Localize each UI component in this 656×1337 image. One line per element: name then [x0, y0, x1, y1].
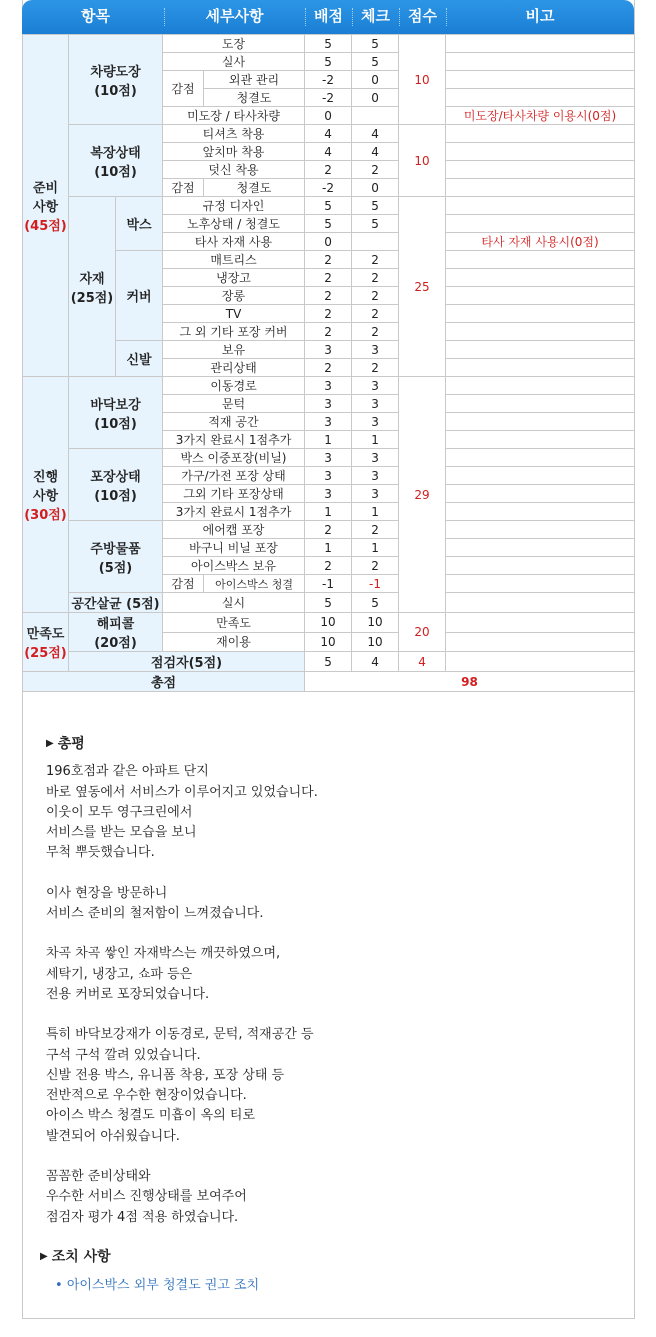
group-points: (10점): [94, 488, 137, 504]
detail-cell: 외관 관리: [204, 71, 305, 89]
table-row: [23, 125, 635, 143]
note-cell: [446, 251, 635, 269]
group-car: [69, 35, 163, 125]
header-item: 항목: [81, 7, 110, 25]
action-section: [40, 1246, 600, 1293]
category-points: (30점): [24, 508, 67, 523]
detail-cell: TV: [163, 305, 305, 323]
check-cell: 5: [352, 215, 399, 233]
check-cell: 2: [352, 359, 399, 377]
max-cell: 4: [305, 143, 352, 161]
review-line: 서비스 준비의 철저함이 느껴졌습니다.: [46, 906, 264, 922]
group-uniform: [69, 125, 163, 197]
review-paragraph: [46, 884, 606, 925]
check-cell: 10: [352, 613, 399, 633]
detail-cell: 티셔츠 착용: [163, 125, 305, 143]
check-cell: 3: [352, 467, 399, 485]
group-material: [69, 197, 116, 377]
note-cell: [446, 395, 635, 413]
note-cell: [446, 197, 635, 215]
note-cell: [446, 35, 635, 53]
review-paragraph: [46, 1167, 606, 1228]
note-cell: [446, 305, 635, 323]
max-cell: 2: [305, 305, 352, 323]
check-cell: [352, 233, 399, 251]
detail-cell: 3가지 완료시 1점추가: [163, 503, 305, 521]
group-title: 자재: [79, 271, 105, 287]
note-cell: [446, 269, 635, 287]
review-line: 우수한 서비스 진행상태를 보여주어: [46, 1189, 247, 1205]
detail-cell: 박스 이중포장(비닐): [163, 449, 305, 467]
group-points: (25점): [70, 290, 114, 306]
detail-cell: 만족도: [163, 613, 305, 633]
note-cell: [446, 467, 635, 485]
score-cell: 29: [399, 377, 446, 613]
review-line: 발견되어 아쉬웠습니다.: [46, 1128, 180, 1144]
note-cell: [446, 503, 635, 521]
note-cell: [446, 431, 635, 449]
deduct-label: 감점: [163, 575, 204, 593]
group-points: (10점): [94, 83, 137, 99]
note-cell: [446, 341, 635, 359]
review-heading: [46, 734, 606, 754]
detail-cell: 청결도: [204, 179, 305, 197]
table-row: [23, 35, 635, 53]
evaluation-table: [22, 34, 635, 692]
triangle-bullet-icon: ▶: [46, 738, 54, 749]
review-line: 서비스를 받는 모습을 보니: [46, 825, 197, 841]
max-cell: 1: [305, 539, 352, 557]
check-cell: 3: [352, 449, 399, 467]
category-prep: [23, 35, 69, 377]
review-line: 이웃이 모두 영구크린에서: [46, 804, 193, 820]
review-paragraph: [46, 1025, 606, 1147]
max-cell: -1: [305, 575, 352, 593]
score-cell: 20: [399, 613, 446, 652]
detail-cell: 타사 자재 사용: [163, 233, 305, 251]
review-line: 구석 구석 깔려 있었습니다.: [46, 1047, 201, 1063]
check-cell: 0: [352, 89, 399, 107]
max-cell: 10: [305, 632, 352, 652]
detail-cell: 실사: [163, 53, 305, 71]
check-cell: 1: [352, 539, 399, 557]
note-cell: [446, 287, 635, 305]
check-cell: 4: [352, 652, 399, 672]
check-cell: 10: [352, 632, 399, 652]
group-happycall: [69, 613, 163, 652]
subgroup-box: 박스: [116, 197, 163, 251]
group-sterilize: 공간살균 (5점): [69, 593, 163, 613]
inspector-label: 점검자(5점): [69, 652, 305, 672]
note-cell: 타사 자재 사용시(0점): [446, 233, 635, 251]
table-row: [23, 521, 635, 539]
check-cell: -1: [352, 575, 399, 593]
note-cell: [446, 557, 635, 575]
table-row: [23, 197, 635, 215]
check-cell: 0: [352, 71, 399, 89]
check-cell: 5: [352, 593, 399, 613]
deduct-label: 감점: [163, 71, 204, 107]
review-line: 전반적으로 우수한 현장이었습니다.: [46, 1088, 247, 1104]
detail-cell: 이동경로: [163, 377, 305, 395]
max-cell: -2: [305, 89, 352, 107]
action-list-item: [55, 1274, 600, 1293]
check-cell: 2: [352, 521, 399, 539]
check-cell: 2: [352, 161, 399, 179]
group-floor: [69, 377, 163, 449]
note-cell: [446, 53, 635, 71]
review-paragraph: [46, 762, 606, 863]
review-line: 점검자 평가 4점 적용 하였습니다.: [46, 1209, 239, 1225]
note-cell: [446, 632, 635, 652]
note-cell: [446, 71, 635, 89]
max-cell: 3: [305, 467, 352, 485]
max-cell: 2: [305, 251, 352, 269]
max-cell: 10: [305, 613, 352, 633]
check-cell: 4: [352, 125, 399, 143]
detail-cell: 보유: [163, 341, 305, 359]
table-row: [23, 377, 635, 395]
group-title: 주방물품: [90, 541, 141, 557]
detail-cell: 도장: [163, 35, 305, 53]
max-cell: 2: [305, 287, 352, 305]
table-row: [23, 613, 635, 633]
check-cell: 2: [352, 269, 399, 287]
header-detail: 세부사항: [205, 7, 264, 25]
check-cell: 5: [352, 197, 399, 215]
check-cell: 2: [352, 557, 399, 575]
table-row: [23, 449, 635, 467]
max-cell: 5: [305, 197, 352, 215]
detail-cell: 노후상태 / 청결도: [163, 215, 305, 233]
detail-cell: 앞치마 착용: [163, 143, 305, 161]
max-cell: 1: [305, 431, 352, 449]
note-cell: [446, 161, 635, 179]
detail-cell: 덧신 착용: [163, 161, 305, 179]
max-cell: 2: [305, 269, 352, 287]
detail-cell: 아이스박스 보유: [163, 557, 305, 575]
total-row: [23, 672, 635, 692]
category-satisfaction: [23, 613, 69, 672]
check-cell: 4: [352, 143, 399, 161]
check-cell: 5: [352, 35, 399, 53]
bullet-dot-icon: •: [55, 1278, 63, 1293]
category-progress: [23, 377, 69, 613]
detail-cell: 매트리스: [163, 251, 305, 269]
group-points: (10점): [94, 416, 137, 432]
note-cell: [446, 521, 635, 539]
max-cell: 0: [305, 233, 352, 251]
review-line: 이사 현장을 방문하니: [46, 885, 168, 901]
detail-cell: 그 외 기타 포장 커버: [163, 323, 305, 341]
group-packing: [69, 449, 163, 521]
table-row: [23, 652, 635, 672]
max-cell: 5: [305, 215, 352, 233]
detail-cell: 문턱: [163, 395, 305, 413]
deduct-label: 감점: [163, 179, 204, 197]
note-cell: [446, 613, 635, 633]
max-cell: 5: [305, 53, 352, 71]
max-cell: 2: [305, 161, 352, 179]
action-item-text: 아이스박스 외부 청결도 권고 조치: [66, 1278, 260, 1293]
note-cell: [446, 215, 635, 233]
detail-cell: 미도장 / 타사차량: [163, 107, 305, 125]
review-line: 세탁기, 냉장고, 쇼파 등은: [46, 966, 193, 982]
subgroup-shoes: 신발: [116, 341, 163, 377]
detail-cell: 3가지 완료시 1점추가: [163, 431, 305, 449]
check-cell: 3: [352, 485, 399, 503]
max-cell: 3: [305, 341, 352, 359]
action-heading: [40, 1246, 600, 1266]
check-cell: 3: [352, 413, 399, 431]
group-title: 포장상태: [90, 469, 141, 485]
category-label: 만족도: [26, 627, 65, 642]
max-cell: 5: [305, 593, 352, 613]
category-label: 사항: [32, 489, 59, 504]
header-max: 배점: [314, 7, 343, 25]
check-cell: 1: [352, 503, 399, 521]
note-cell: [446, 323, 635, 341]
max-cell: 5: [305, 652, 352, 672]
action-title: 조치 사항: [51, 1249, 111, 1265]
review-line: 꼼꼼한 준비상태와: [46, 1169, 151, 1185]
category-label: 사항: [32, 200, 59, 215]
review-title: 총평: [57, 736, 85, 752]
note-cell: [446, 652, 635, 672]
note-cell: [446, 143, 635, 161]
note-cell: [446, 449, 635, 467]
max-cell: 2: [305, 521, 352, 539]
detail-cell: 냉장고: [163, 269, 305, 287]
table-header-bar: [22, 0, 634, 34]
score-cell: 4: [399, 652, 446, 672]
check-cell: 0: [352, 179, 399, 197]
detail-cell: 그외 기타 포장상태: [163, 485, 305, 503]
note-cell: [446, 539, 635, 557]
detail-cell: 규정 디자인: [163, 197, 305, 215]
category-points: (25점): [24, 646, 67, 661]
review-body: [46, 762, 606, 1228]
group-title: 차량도장: [90, 64, 141, 80]
detail-cell: 실시: [163, 593, 305, 613]
table-row: [23, 593, 635, 613]
header-check: 체크: [361, 7, 390, 25]
score-cell: 10: [399, 35, 446, 125]
detail-cell: 적재 공간: [163, 413, 305, 431]
category-label: 진행: [32, 470, 59, 485]
detail-cell: 장롱: [163, 287, 305, 305]
total-value: 98: [305, 672, 635, 692]
review-line: 신발 전용 박스, 유니폼 착용, 포장 상태 등: [46, 1067, 285, 1083]
check-cell: 5: [352, 53, 399, 71]
check-cell: 2: [352, 323, 399, 341]
detail-cell: 재이용: [163, 632, 305, 652]
max-cell: 3: [305, 395, 352, 413]
note-cell: [446, 125, 635, 143]
note-cell: 미도장/타사차량 이용시(0점): [446, 107, 635, 125]
header-note: 비고: [525, 7, 555, 25]
category-label: 준비: [32, 181, 59, 196]
group-title: 해피콜: [96, 617, 135, 632]
review-section: [46, 734, 606, 1228]
triangle-bullet-icon: ▶: [40, 1250, 48, 1262]
note-cell: [446, 593, 635, 613]
max-cell: 5: [305, 35, 352, 53]
note-cell: [446, 179, 635, 197]
group-kitchen: [69, 521, 163, 593]
category-points: (45점): [24, 219, 67, 234]
review-line: 아이스 박스 청결도 미흡이 옥의 티로: [46, 1108, 256, 1124]
detail-cell: 아이스박스 청결: [204, 575, 305, 593]
group-points: (5점): [98, 560, 133, 576]
group-points: (10점): [94, 164, 137, 180]
group-title: 바닥보강: [90, 397, 141, 413]
review-line: 전용 커버로 포장되었습니다.: [46, 986, 210, 1002]
max-cell: 3: [305, 413, 352, 431]
subgroup-cover: 커버: [116, 251, 163, 341]
check-cell: 3: [352, 341, 399, 359]
group-points: (20점): [94, 636, 137, 651]
detail-cell: 관리상태: [163, 359, 305, 377]
total-label: 총점: [23, 672, 305, 692]
detail-cell: 에어캡 포장: [163, 521, 305, 539]
max-cell: 0: [305, 107, 352, 125]
max-cell: 3: [305, 449, 352, 467]
check-cell: 2: [352, 251, 399, 269]
review-paragraph: [46, 944, 606, 1005]
check-cell: [352, 107, 399, 125]
max-cell: 3: [305, 377, 352, 395]
check-cell: 2: [352, 305, 399, 323]
header-score: 점수: [408, 7, 437, 25]
note-cell: [446, 377, 635, 395]
note-cell: [446, 413, 635, 431]
review-line: 무척 뿌듯했습니다.: [46, 845, 155, 861]
max-cell: 4: [305, 125, 352, 143]
score-cell: 10: [399, 125, 446, 197]
review-line: 바로 옆동에서 서비스가 이루어지고 있었습니다.: [46, 784, 318, 800]
group-title: 복장상태: [90, 145, 141, 161]
score-cell: 25: [399, 197, 446, 377]
note-cell: [446, 485, 635, 503]
max-cell: -2: [305, 71, 352, 89]
note-cell: [446, 575, 635, 593]
max-cell: 3: [305, 485, 352, 503]
check-cell: 3: [352, 377, 399, 395]
note-cell: [446, 359, 635, 377]
check-cell: 3: [352, 395, 399, 413]
review-line: 196호점과 같은 아파트 단지: [46, 764, 209, 780]
review-line: 특히 바닥보강재가 이동경로, 문턱, 적재공간 등: [46, 1027, 314, 1043]
detail-cell: 청결도: [204, 89, 305, 107]
max-cell: -2: [305, 179, 352, 197]
review-line: 차곡 차곡 쌓인 자재박스는 깨끗하였으며,: [46, 946, 281, 962]
detail-cell: 바구니 비닐 포장: [163, 539, 305, 557]
max-cell: 1: [305, 503, 352, 521]
check-cell: 1: [352, 431, 399, 449]
detail-cell: 가구/가전 포장 상태: [163, 467, 305, 485]
check-cell: 2: [352, 287, 399, 305]
max-cell: 2: [305, 359, 352, 377]
max-cell: 2: [305, 323, 352, 341]
note-cell: [446, 89, 635, 107]
max-cell: 2: [305, 557, 352, 575]
